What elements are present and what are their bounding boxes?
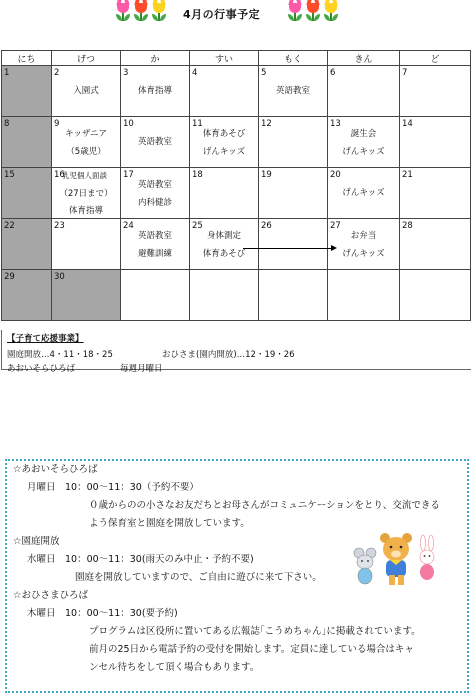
event-label: げんキッズ (202, 147, 246, 157)
support-hiroba-schedule: 毎週月曜日 (120, 364, 163, 374)
calendar-day-cell (190, 117, 259, 168)
event-label: キッザニア (65, 129, 107, 139)
mouse-icon (354, 548, 376, 584)
calendar-day-cell (190, 168, 259, 219)
day-number: 24 (123, 221, 134, 231)
section-time-aoisora: 月曜日 10：00～11：30（予約不要） (27, 482, 199, 493)
calendar-day-cell (121, 219, 190, 270)
calendar-day-cell (328, 219, 400, 270)
day-number: 1 (4, 68, 10, 78)
day-number: 12 (261, 119, 272, 129)
weekday-header: もく (259, 51, 328, 66)
day-number: 7 (402, 68, 408, 78)
support-section (1, 330, 471, 374)
calendar-day-cell (400, 270, 471, 321)
day-number: 2 (54, 68, 60, 78)
calendar-day-cell (52, 270, 121, 321)
day-number: 6 (330, 68, 336, 78)
tulip-icon (115, 2, 131, 22)
day-number: 25 (192, 221, 203, 231)
calendar-day-cell (400, 117, 471, 168)
section-title-ohisama: ☆おひさまひろば (13, 590, 89, 601)
day-number: 10 (123, 119, 134, 129)
weekday-header: きん (328, 51, 400, 66)
header (0, 2, 471, 24)
calendar-day-cell (259, 270, 328, 321)
weekday-header: にち (2, 51, 52, 66)
day-number: 27 (330, 221, 341, 231)
calendar-day-cell (259, 168, 328, 219)
support-garden-dates: 園庭開放…4・11・18・25 (7, 350, 113, 360)
period-arrow (243, 248, 335, 249)
calendar-day-cell (400, 66, 471, 117)
calendar-day-cell (328, 117, 400, 168)
section-desc-ohisama-1: プログラムは区役所に置いてある広報誌｢こうめちゃん｣に掲載されています。 (89, 626, 421, 637)
rabbit-icon (420, 535, 434, 580)
calendar-day-cell (190, 270, 259, 321)
calendar-day-cell (2, 219, 52, 270)
day-number: 19 (261, 170, 272, 180)
tulip-icon (151, 2, 167, 22)
calendar-day-cell (121, 66, 190, 117)
day-number: 16 (54, 170, 65, 180)
event-label: 避難訓練 (137, 249, 173, 259)
event-label: げんキッズ (342, 249, 385, 259)
day-number: 3 (123, 68, 129, 78)
day-number: 14 (402, 119, 413, 129)
calendar-day-cell (328, 168, 400, 219)
event-label: げんキッズ (342, 147, 385, 157)
calendar-week-row (2, 219, 471, 270)
calendar-week-row (2, 117, 471, 168)
section-desc-ohisama-2: 前月の25日から電話予約の受付を開始します。定員に達している場合はキャ (89, 644, 414, 655)
day-number: 5 (261, 68, 267, 78)
event-label: 体育指導 (137, 86, 173, 96)
day-number: 22 (4, 221, 15, 231)
support-ohisama-dates: おひさま(園内開放)…12・19・26 (162, 350, 295, 360)
event-label: 体育指導 (68, 206, 104, 216)
day-number: 21 (402, 170, 413, 180)
calendar-week-row (2, 168, 471, 219)
section-desc-ohisama-3: ンセル待ちをして頂く場合もあります。 (89, 662, 260, 673)
day-number: 15 (4, 170, 15, 180)
weekday-header: か (121, 51, 190, 66)
page-title: 4月の行事予定 (183, 8, 261, 21)
animal-friends-illustration (347, 529, 447, 589)
event-label: （27日まで） (59, 189, 113, 199)
event-label: （5歳児） (66, 147, 106, 157)
day-number: 17 (123, 170, 134, 180)
calendar-week-row (2, 270, 471, 321)
weekday-header: ど (400, 51, 471, 66)
section-title-garden: ☆園庭開放 (13, 536, 60, 547)
calendar-day-cell (121, 117, 190, 168)
weekday-header: げつ (52, 51, 121, 66)
section-desc-aoisora-1: ０歳からのの小さなお友だちとお母さんがコミュニケーションをとり、交流できる (89, 500, 440, 511)
tulip-decoration-left (115, 2, 167, 22)
info-box (5, 459, 469, 693)
event-label: 体育あそび (202, 249, 246, 259)
day-number: 8 (4, 119, 10, 129)
weekday-header: すい (190, 51, 259, 66)
day-number: 26 (261, 221, 272, 231)
weekday-header-row (2, 51, 471, 66)
support-heading: 【子育て応援事業】 (7, 334, 84, 344)
calendar-day-cell (400, 168, 471, 219)
day-number: 4 (192, 68, 198, 78)
bear-icon (380, 533, 412, 585)
event-label: 入園式 (73, 86, 99, 96)
tulip-icon (305, 2, 321, 22)
section-desc-aoisora-2: よう保育室と園庭を開放しています。 (89, 518, 250, 529)
calendar-table (1, 50, 471, 321)
day-number: 30 (54, 272, 65, 282)
day-number: 18 (192, 170, 203, 180)
calendar-day-cell (190, 66, 259, 117)
event-label: 英語教室 (137, 180, 173, 190)
calendar-day-cell (400, 219, 471, 270)
calendar-day-cell (2, 117, 52, 168)
calendar-day-cell (52, 168, 121, 219)
day-number: 20 (330, 170, 341, 180)
day-number: 29 (4, 272, 15, 282)
event-label: お弁当 (350, 231, 377, 241)
day-number: 23 (54, 221, 65, 231)
section-time-ohisama: 木曜日 10：00～11：30(要予約) (27, 608, 178, 619)
calendar-day-cell (2, 168, 52, 219)
calendar-week-row (2, 66, 471, 117)
calendar-day-cell (328, 270, 400, 321)
tulip-icon (133, 2, 149, 22)
event-label: 英語教室 (137, 137, 173, 147)
calendar-day-cell (259, 117, 328, 168)
calendar-day-cell (2, 270, 52, 321)
event-label: 英語教室 (275, 86, 311, 96)
calendar-day-cell (328, 66, 400, 117)
event-label: げんキッズ (342, 188, 385, 198)
calendar-day-cell (121, 168, 190, 219)
event-label: 身体測定 (206, 231, 242, 241)
tulip-decoration-right (287, 2, 339, 22)
day-number: 28 (402, 221, 413, 231)
calendar-day-cell (2, 66, 52, 117)
calendar-day-cell (259, 66, 328, 117)
section-title-aoisora: ☆あおいそらひろば (13, 464, 98, 475)
calendar-day-cell (190, 219, 259, 270)
day-number: 13 (330, 119, 341, 129)
day-number: 11 (192, 119, 203, 129)
calendar-day-cell (259, 219, 328, 270)
event-label: 乳児個人面談 (62, 171, 107, 180)
day-number: 9 (54, 119, 60, 129)
section-desc-garden: 園庭を開放していますので、ご自由に遊びに来て下さい。 (75, 572, 322, 583)
tulip-icon (287, 2, 303, 22)
calendar-day-cell (121, 270, 190, 321)
section-time-garden: 水曜日 10：00～11：30(雨天のみ中止・予約不要) (27, 554, 254, 565)
event-label: 体育あそび (202, 129, 246, 139)
calendar-day-cell (52, 66, 121, 117)
calendar-day-cell (52, 219, 121, 270)
tulip-icon (323, 2, 339, 22)
event-label: 英語教室 (137, 231, 173, 241)
support-hiroba-label: あおいそらひろば (7, 364, 76, 374)
event-label: 誕生会 (350, 129, 377, 139)
event-label: 内科健診 (137, 198, 173, 208)
calendar-day-cell (52, 117, 121, 168)
